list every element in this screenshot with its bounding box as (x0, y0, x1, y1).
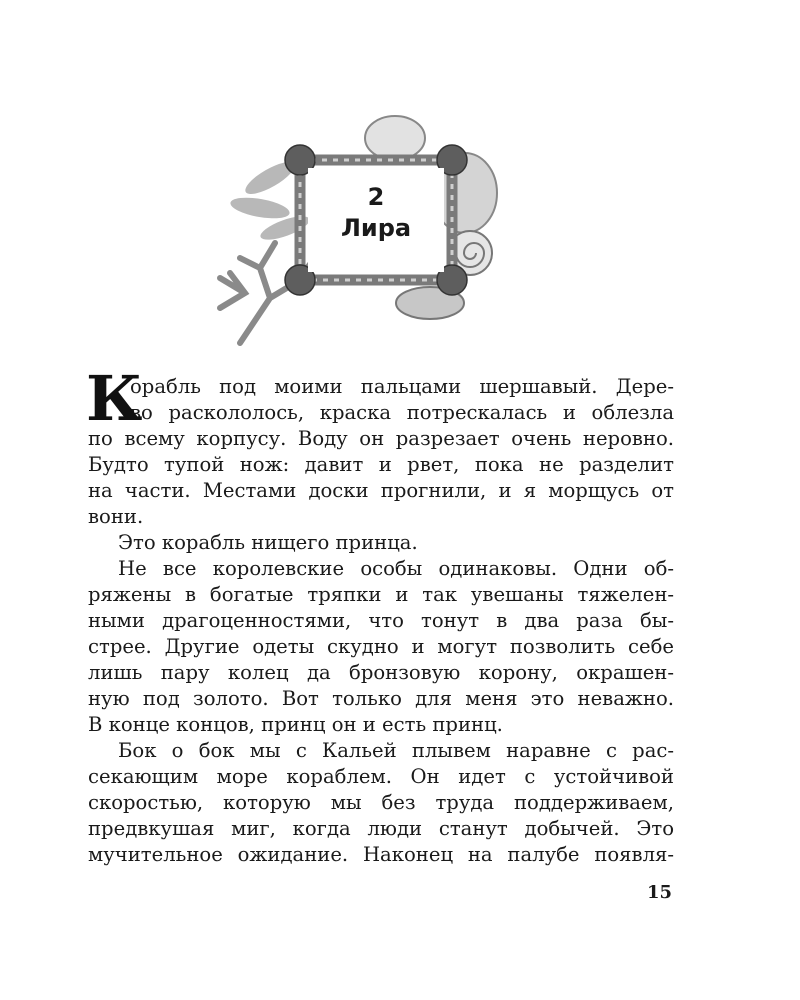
text-line: стрее. Другие одеты скудно и могут позволить себе (88, 635, 674, 658)
text-line: Не все королевские особы одинаковы. Одни об- (118, 557, 674, 580)
text-line: ными драгоценностями, что тонут в два раза бы- (88, 609, 674, 632)
text-line: К орабль под моими пальцами шершавый. Дере- (86, 362, 674, 435)
text-line: ряжены в богатые тряпки и так увешаны тяжелен- (88, 583, 674, 606)
chapter-number: 2 (367, 183, 385, 211)
body-text (86, 362, 674, 868)
text-line: секающим море кораблем. Он идет с устойчивой (88, 765, 674, 788)
text-line: скоростью, которую мы без труда поддерживаем, (88, 791, 674, 814)
text-line: лишь пару колец да бронзовую корону, окрашен- (88, 661, 674, 684)
paragraph (88, 738, 674, 868)
text-line: по всему корпусу. Воду он разрезает очень неровно. (88, 427, 674, 450)
text-line: Это корабль нищего принца. (118, 531, 418, 554)
chapter-title: Лира (340, 214, 412, 242)
text-line: во раскололось, краска потрескалась и облезла (130, 401, 674, 424)
paragraph (88, 530, 674, 556)
text-line: В конце концов, принц он и есть принц. (88, 713, 503, 736)
text-line: вони. (88, 505, 144, 528)
text-line: на части. Местами доски прогнили, и я морщусь от (88, 479, 674, 502)
text-line: Бок о бок мы с Кальей плывем наравне с рас- (118, 739, 674, 762)
page-number: 15 (646, 882, 672, 903)
text-line: предвкушая миг, когда люди станут добычей. Это (88, 817, 674, 840)
text-line: Будто тупой нож: давит и рвет, пока не разделит (88, 453, 674, 476)
text-line: ную под золото. Вот только для меня это неважно. (88, 687, 674, 710)
drop-cap: К (86, 362, 143, 435)
paragraph (86, 362, 674, 530)
text-line: мучительное ожидание. Наконец на палубе появля- (88, 843, 674, 866)
paragraph (88, 556, 674, 738)
